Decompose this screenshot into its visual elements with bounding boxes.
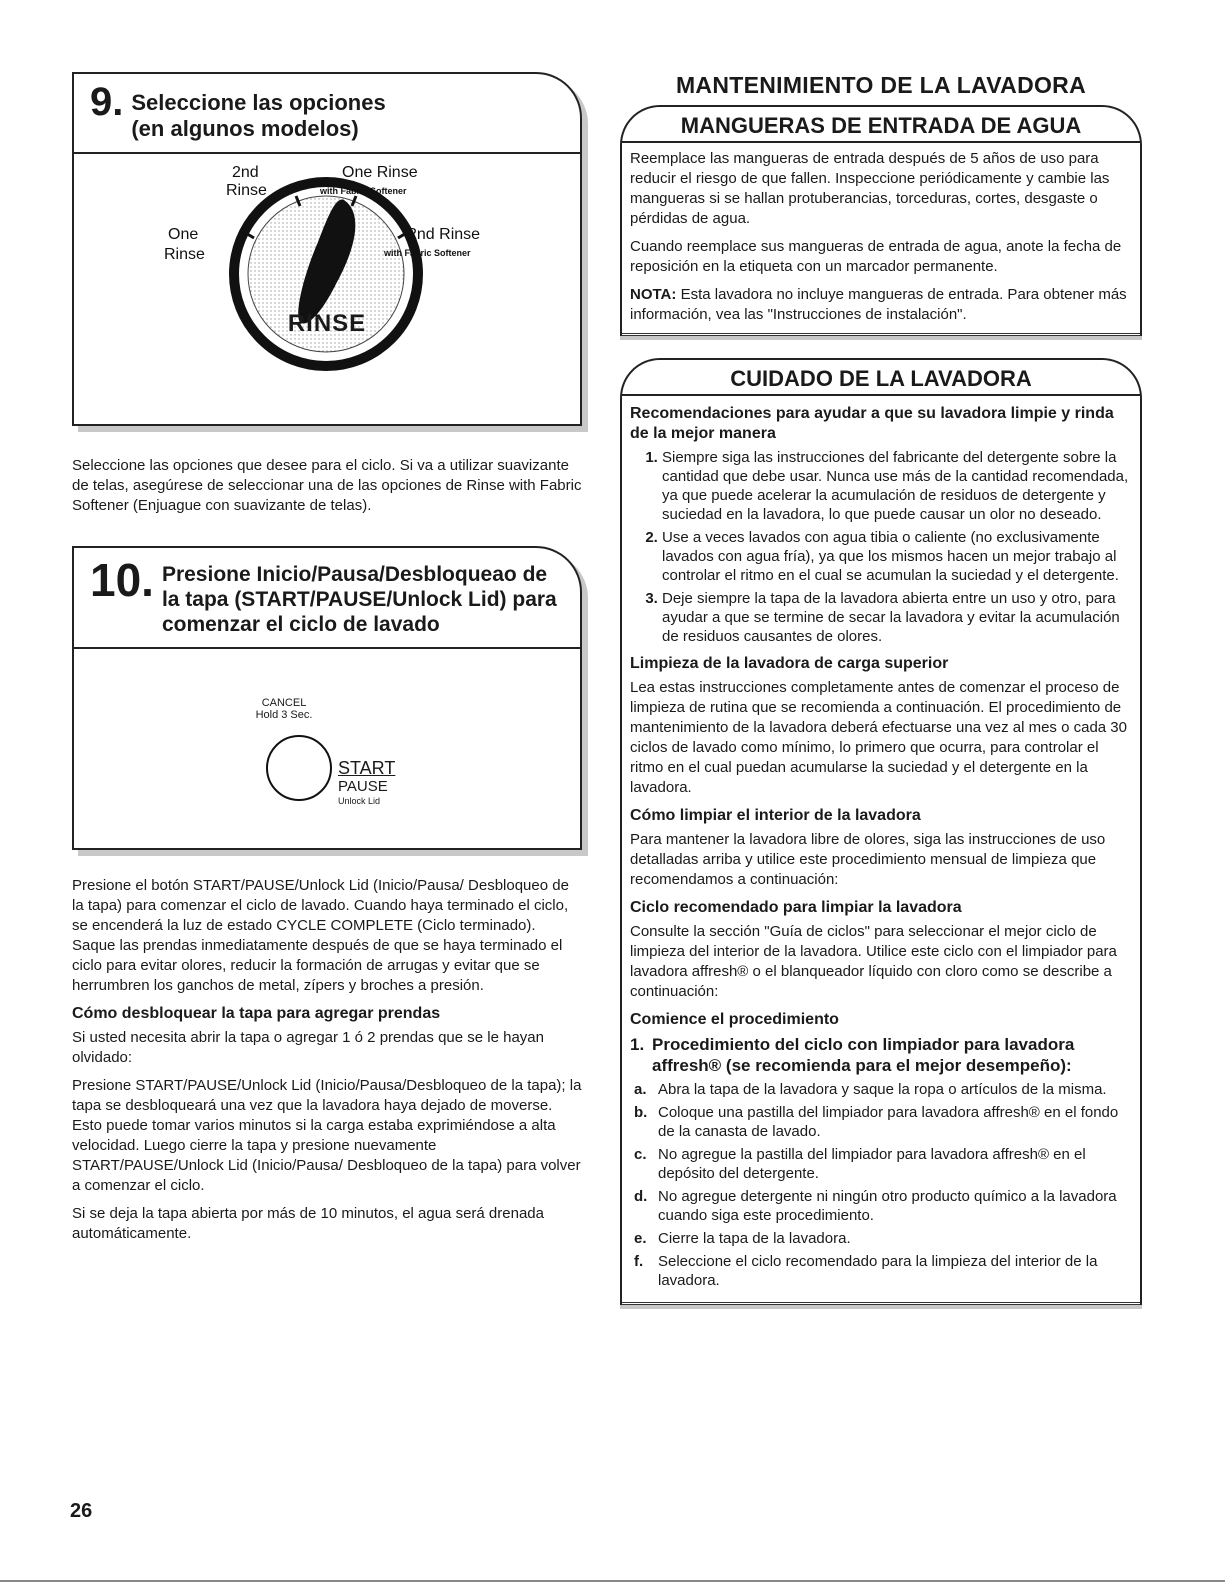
step-10-header: [74, 548, 580, 649]
note-label: NOTA:: [630, 286, 677, 303]
list-item: [634, 1187, 1132, 1225]
rinse-dial-illustration: [74, 154, 580, 382]
hold-text: Hold 3 Sec.: [255, 709, 313, 721]
step-letter: e.: [634, 1230, 647, 1247]
lid-open-drain-note: Si se deja la tapa abierta por más de 10 minutos, el agua será drenada automáticamente.: [72, 1205, 544, 1242]
top-load-cleaning-body: Lea estas instrucciones completamente antes de comenzar el proceso de limpieza de rutina que se recomienda a continuación. El procedimiento de mantenimiento de la lavadora deberá efectuarse una vez al mes o cada 30 ciclos de lavado como mínimo, lo primero que ocurra, para controlar el ritmo en el cual puedan acumularse la suciedad y el detergente en la lavadora.: [630, 679, 1127, 796]
step-letter: b.: [634, 1104, 648, 1121]
step-letter: a.: [634, 1081, 647, 1098]
dial-label-one-rinse-fs: One Rinse: [342, 164, 418, 181]
top-load-cleaning-heading: Limpieza de la lavadora de carga superior: [630, 655, 949, 672]
cancel-text: CANCEL: [261, 697, 307, 709]
list-item: [634, 1103, 1132, 1141]
step-text: No agregue detergente ni ningún otro producto químico a la lavadora cuando siga este procedimiento.: [658, 1188, 1117, 1224]
inside-cleaning-body: Para mantener la lavadora libre de olores, siga las instrucciones de uso detalladas arriba y utilice este procedimiento mensual de limpieza que recomendamos a continuación:: [630, 831, 1106, 888]
dial-name: RINSE: [287, 310, 367, 337]
dial-label-fabric-softener-1: with Fabric Softener: [320, 186, 407, 196]
dial-label-one-rinse: Rinse: [164, 246, 205, 263]
dial-label-fabric-softener-2: with Fabric Softener: [384, 248, 471, 258]
step-9-number: 9.: [90, 80, 124, 124]
care-box: [620, 358, 1142, 1305]
care-title: CUIDADO DE LA LAVADORA: [622, 360, 1140, 396]
step-letter: d.: [634, 1188, 648, 1205]
unlock-lid-label: Unlock Lid: [338, 796, 381, 806]
unlock-lid-intro: Si usted necesita abrir la tapa o agregar 1 ó 2 prendas que se le hayan olvidado:: [72, 1029, 544, 1066]
bottom-divider: [0, 1580, 1225, 1582]
hoses-paragraph-1: Reemplace las mangueras de entrada después de 5 años de uso para reducir el riesgo de que fallen. Inspeccione periódicamente y cambie las mangueras si se hallan protuberancias, torceduras, cortes, desgaste o pérdidas de agua.: [630, 150, 1110, 227]
procedure-1: [630, 1034, 1132, 1076]
care-body: [622, 396, 1140, 1305]
step-10-description: Presione el botón START/PAUSE/Unlock Lid (Inicio/Pausa/ Desbloqueo de la tapa) para comenzar el ciclo de lavado. Cuando haya terminado el ciclo, se encenderá la luz de estado CYCLE COMPLETE (Ciclo terminado). Saque las prendas inmediatamente después de que se haya terminado el ciclo para evitar olores, reducir la formación de arrugas y evitar que se herrumbren los ganchos de metal, zípers y broches a presión.: [72, 877, 569, 994]
procedure-title: Procedimiento del ciclo con limpiador para lavadora affresh® (se recomienda para el mejor desempeño):: [652, 1035, 1075, 1075]
procedure-number: 1.: [630, 1035, 645, 1054]
step-text: Abra la tapa de la lavadora y saque la ropa o artículos de la misma.: [658, 1081, 1107, 1098]
right-column: [620, 72, 1142, 1305]
step-text: Coloque una pastilla del limpiador para lavadora affresh® en el fondo de la canasta de lavado.: [658, 1104, 1119, 1140]
step-letter: c.: [634, 1146, 647, 1163]
hoses-title: MANGUERAS DE ENTRADA DE AGUA: [622, 107, 1140, 143]
step-10-box: [72, 546, 582, 850]
unlock-lid-instructions: Presione START/PAUSE/Unlock Lid (Inicio/Pausa/Desbloqueo de la tapa); la tapa se desbloqueará una vez que la lavadora haya dejado de moverse. Esto puede tomar varios minutos si la carga estaba exprimiéndose a alta velocidad. Luego cierre la tapa y presione nuevamente START/PAUSE/Unlock Lid (Inicio/Pausa/ Desbloqueo de la tapa) para volver a comenzar el ciclo.: [72, 1077, 582, 1194]
page-number: 26: [70, 1500, 93, 1522]
step-text: Seleccione el ciclo recomendado para la limpieza del interior de la lavadora.: [658, 1253, 1098, 1289]
step-letter: f.: [634, 1253, 644, 1270]
hoses-note: [630, 285, 1132, 325]
step-text: No agregue la pastilla del limpiador para lavadora affresh® en el depósito del detergente.: [658, 1146, 1086, 1182]
step-10-number: 10.: [90, 554, 154, 606]
begin-procedure-heading: Comience el procedimiento: [630, 1011, 839, 1028]
hoses-body: [622, 143, 1140, 336]
list-item: 3. Deje siempre la tapa de la lavadora abierta entre un uso y otro, para ayudar a que se termine de secar la lavadora y evitar la acumulación de residuos causantes de olores.: [662, 589, 1132, 646]
step-9-description: Seleccione las opciones que desee para el ciclo. Si va a utilizar suavizante de telas, asegúrese de seleccionar una de las opciones de Rinse with Fabric Softener (Enjuague con suavizante de telas).: [72, 457, 582, 514]
step-10-title: Presione Inicio/Pausa/Desbloqueao de la tapa (START/PAUSE/Unlock Lid) para comenzar el ciclo de lavado: [161, 563, 557, 636]
recommendations-list: [630, 448, 1132, 646]
list-item: 1. Siempre siga las instrucciones del fabricante del detergente sobre la cantidad que debe usar. Nunca use más de la cantidad recomendada, ya que puede acelerar la acumulación de residuos de detergente y suciedad en la lavadora, lo que puede causar un olor no deseado.: [662, 448, 1132, 524]
list-item: [634, 1145, 1132, 1183]
hoses-paragraph-2: Cuando reemplace sus mangueras de entrada de agua, anote la fecha de reposición en la etiqueta con un marcador permanente.: [630, 238, 1122, 275]
dial-label-one: One: [168, 226, 199, 243]
list-item: 2. Use a veces lavados con agua tibia o caliente (no exclusivamente lavados con agua fría), ya que los mismos hacen un mejor trabajo al controlar el ritmo en el cual se acumulan la suciedad y el detergente.: [662, 528, 1132, 585]
start-button-illustration: [74, 649, 580, 869]
pause-label: PAUSE: [338, 778, 388, 795]
dial-label-2nd-rinse-fs: 2nd Rinse: [408, 226, 481, 243]
left-column: [72, 72, 582, 1252]
step-9-box: [72, 72, 582, 426]
list-item: [634, 1080, 1132, 1099]
inside-cleaning-heading: Cómo limpiar el interior de la lavadora: [630, 807, 921, 824]
note-text: Esta lavadora no incluye mangueras de entrada. Para obtener más información, vea las "Instrucciones de instalación".: [630, 286, 1127, 323]
procedure-steps: [630, 1080, 1132, 1290]
recommended-cycle-body: Consulte la sección "Guía de ciclos" para seleccionar el mejor ciclo de limpieza del interior de la lavadora. Utilice este ciclo con el limpiador para lavadora affresh® o el blanqueador líquido con cloro como se describe a continuación:: [630, 923, 1117, 1000]
section-title-maintenance: MANTENIMIENTO DE LA LAVADORA: [675, 72, 1087, 98]
start-button-icon: [264, 733, 334, 803]
start-label: START: [338, 758, 396, 778]
hoses-box: [620, 105, 1142, 336]
unlock-lid-heading: Cómo desbloquear la tapa para agregar prendas: [72, 1005, 441, 1022]
dial-label-rinse: Rinse: [226, 182, 267, 199]
step-9-header: [74, 74, 580, 154]
recommendations-heading: Recomendaciones para ayudar a que su lavadora limpie y rinda de la mejor manera: [630, 405, 1114, 442]
step-text: Cierre la tapa de la lavadora.: [658, 1230, 851, 1247]
list-item: [634, 1252, 1132, 1290]
dial-label-2nd: 2nd: [232, 164, 259, 181]
list-item: [634, 1229, 1132, 1248]
recommended-cycle-heading: Ciclo recomendado para limpiar la lavadora: [630, 899, 962, 916]
cancel-label: [254, 697, 314, 721]
step-9-title: Seleccione las opciones (en algunos modelos): [131, 90, 386, 141]
